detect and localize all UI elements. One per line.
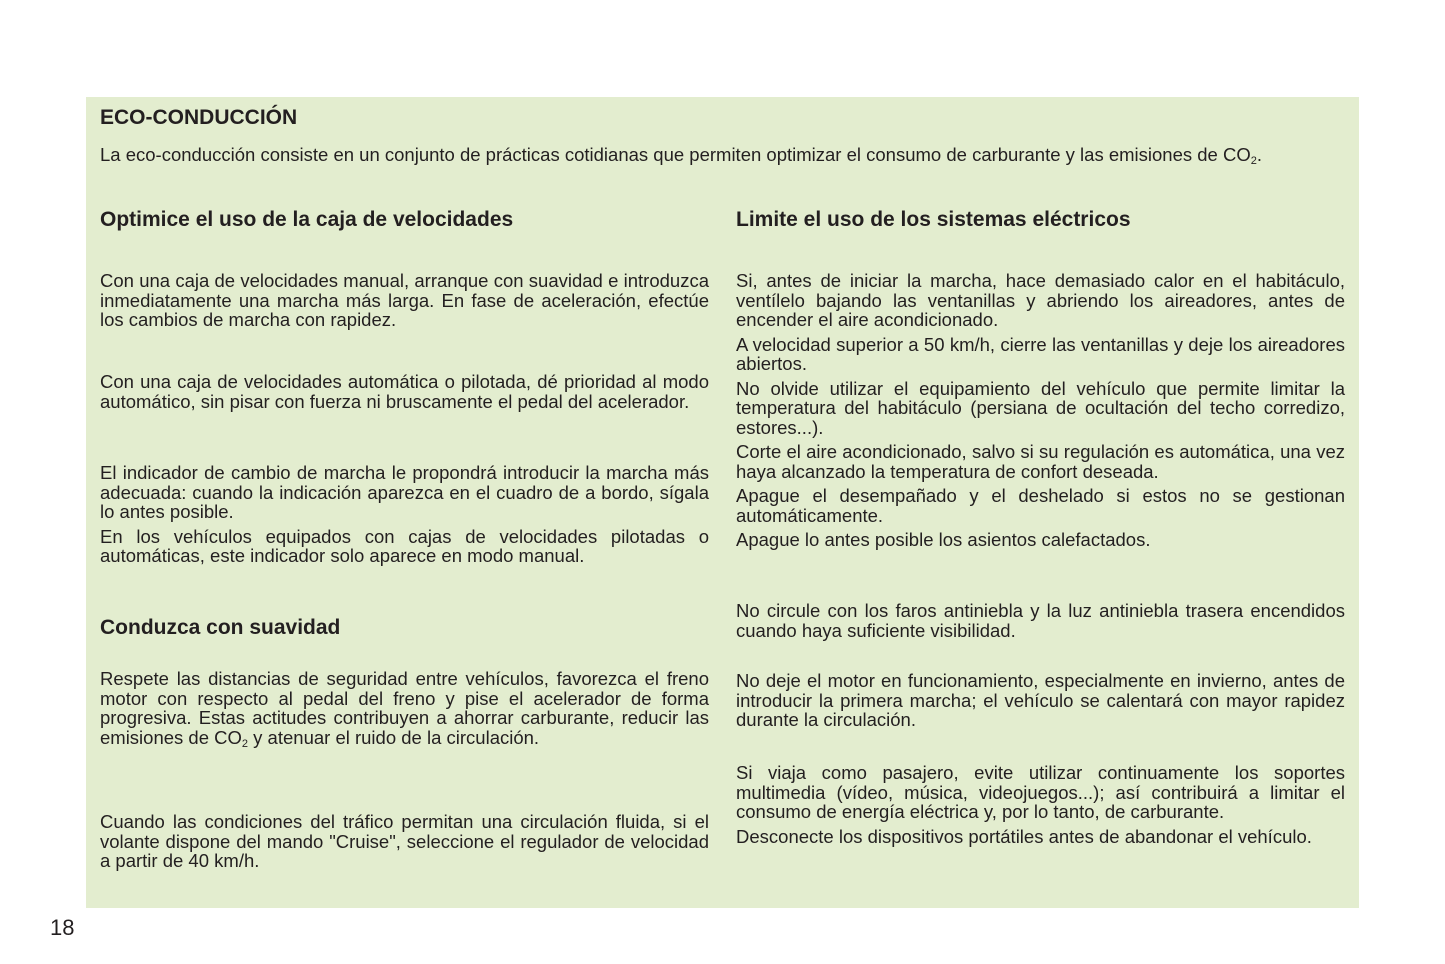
co2-subscript: 2 — [1250, 155, 1257, 167]
intro-end: . — [1256, 144, 1262, 165]
passenger-tips-block — [736, 763, 1345, 846]
smooth-driving-heading: Conduzca con suavidad — [100, 616, 341, 639]
demisting-paragraph: Apague el desempañado y el deshelado si estos no se gestionan automáticamente. — [736, 485, 1345, 526]
electrical-tips-block — [736, 271, 1345, 550]
fog-lamps-paragraph: No circule con los faros antiniebla y la luz antiniebla trasera encendidos cuando haya suficiente visibilidad. — [736, 600, 1345, 641]
page-number: 18 — [50, 915, 75, 940]
gear-indicator-manual-paragraph: En los vehículos equipados con cajas de velocidades pilotadas o automáticas, este indicador solo aparece en modo manual. — [100, 525, 709, 566]
cabin-temperature-paragraph: No olvide utilizar el equipamiento del vehículo que permite limitar la temperatura del habitáculo (persiana de ocultación del techo corredizo, estores...). — [736, 377, 1345, 438]
intro-paragraph — [100, 145, 1345, 165]
multimedia-paragraph: Si viaja como pasajero, evite utilizar continuamente los soportes multimedia (vídeo, música, videojuegos...); así contribuirá a limitar el consumo de energía eléctrica y, por lo tanto, de carburante. — [736, 762, 1345, 822]
co2-subscript-2: 2 — [241, 737, 249, 750]
gearbox-manual-paragraph: Con una caja de velocidades manual, arranque con suavidad e introduzca inmediatamente una marcha más larga. En fase de aceleración, efectúe los cambios de marcha con rapidez. — [100, 270, 709, 330]
smooth-driving-paragraph — [100, 668, 709, 750]
heated-seats-paragraph: Apague lo antes posible los asientos calefactados. — [736, 529, 1151, 550]
gearbox-heading: Optimice el uso de la caja de velocidades — [100, 208, 514, 231]
smooth-driving-text-end: y atenuar el ruido de la circulación. — [248, 726, 540, 748]
cruise-control-paragraph: Cuando las condiciones del tráfico permitan una circulación fluida, si el volante dispone del mando "Cruise", seleccione el regulador de velocidad a partir de 40 km/h. — [100, 811, 709, 871]
gear-indicator-block — [100, 463, 709, 566]
electrical-systems-heading: Limite el uso de los sistemas eléctricos — [736, 208, 1131, 231]
engine-idle-paragraph: No deje el motor en funcionamiento, especialmente en invierno, antes de introducir la primera marcha; el vehículo se calentará con mayor rapidez durante la circulación. — [736, 670, 1345, 730]
intro-text: La eco-conducción consiste en un conjunto de prácticas cotidianas que permiten optimizar el consumo de carburante y las emisiones de CO — [100, 144, 1251, 165]
ventilation-paragraph: Si, antes de iniciar la marcha, hace demasiado calor en el habitáculo, ventílelo bajando las ventanillas y abriendo los aireadores, antes de encender el aire acondicionado. — [736, 270, 1345, 330]
gearbox-automatic-paragraph: Con una caja de velocidades automática o pilotada, dé prioridad al modo automático, sin pisar con fuerza ni bruscamente el pedal del acelerador. — [100, 371, 709, 412]
portable-devices-paragraph: Desconecte los dispositivos portátiles antes de abandonar el vehículo. — [736, 825, 1312, 847]
section-title: ECO-CONDUCCIÓN — [100, 106, 298, 129]
gear-indicator-paragraph: El indicador de cambio de marcha le propondrá introducir la marcha más adecuada: cuando la indicación aparezca en el cuadro de a bordo, sígala lo antes posible. — [100, 462, 709, 522]
smooth-driving-text: Respete las distancias de seguridad entre vehículos, favorezca el freno motor con respecto al pedal del freno y pise el acelerador de forma progresiva. Estas actitudes contribuyen a ahorrar carburante, reducir las emisiones de CO — [100, 668, 709, 748]
air-conditioning-paragraph: Corte el aire acondicionado, salvo si su regulación es automática, una vez haya alcanzado la temperatura de confort deseada. — [736, 441, 1345, 482]
windows-paragraph: A velocidad superior a 50 km/h, cierre las ventanillas y deje los aireadores abiertos. — [736, 333, 1345, 374]
